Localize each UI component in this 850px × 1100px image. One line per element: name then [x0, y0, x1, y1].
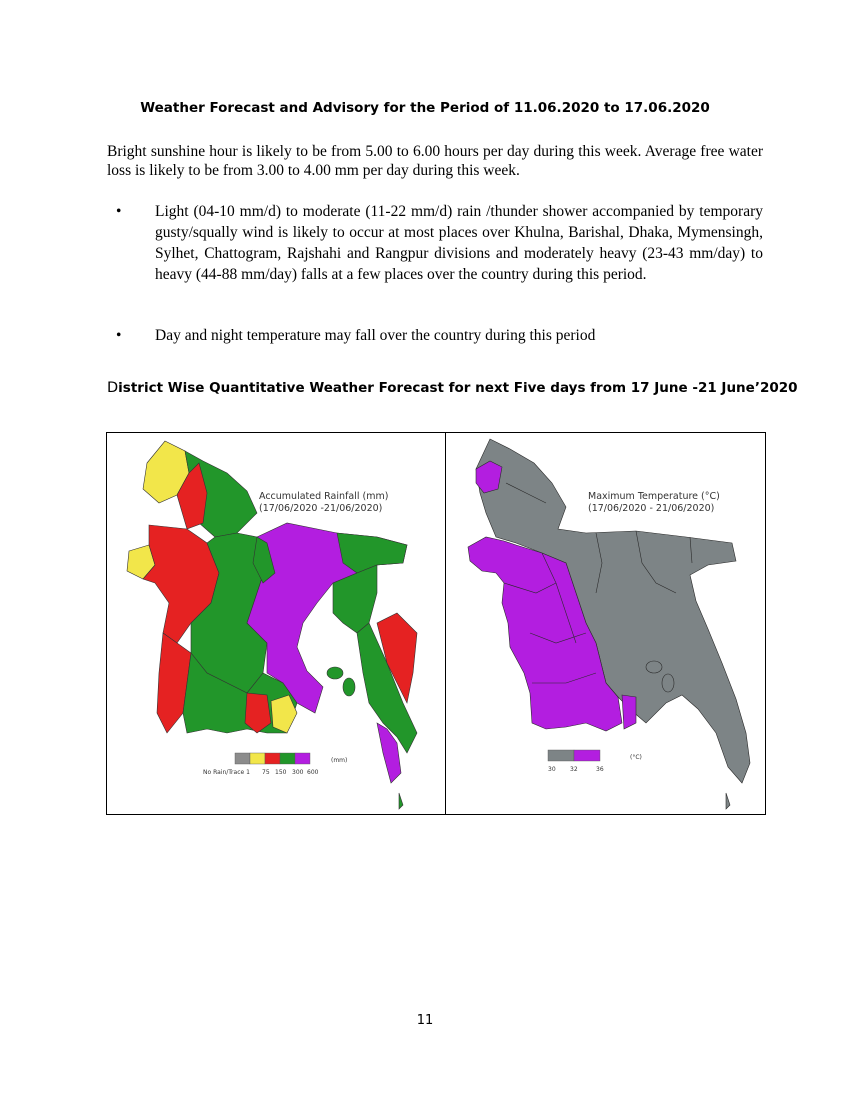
legend-label: 300	[292, 769, 304, 776]
rainfall-map-period: (17/06/2020 -21/06/2020)	[259, 503, 383, 514]
legend-swatch	[280, 753, 295, 764]
bullet-text: Day and night temperature may fall over the country during this period	[155, 327, 596, 344]
intro-paragraph: Bright sunshine hour is likely to be from 5.00 to 6.00 hours per day during this week. Average free water loss is likely to be from 3.00 to 4.00 mm per day during this week.	[107, 143, 763, 179]
legend-swatch	[265, 753, 280, 764]
legend-swatch	[250, 753, 265, 764]
legend-label: 30	[548, 766, 556, 773]
bullet-text: Light (04-10 mm/d) to moderate (11-22 mm/d) rain /thunder shower accompanied by temporary gusty/squally wind is likely to occur at most places over Khulna, Barishal, Dhaka, Mymensingh, Sylhet, Chattogram, Rajshahi and Rangpur divisions and moderately heavy (23-43 mm/day) to heavy (44-88 mm/day) falls at a few places over the country during this period.	[155, 203, 763, 283]
legend-label: 150	[275, 769, 287, 776]
section-heading: District Wise Quantitative Weather Forecast for next Five days from 17 June -21 June’2020	[107, 380, 798, 396]
temperature-legend	[548, 750, 642, 773]
legend-unit: (°C)	[630, 754, 642, 761]
legend-swatch	[295, 753, 310, 764]
legend-label: 600	[307, 769, 319, 776]
rainfall-map-title: Accumulated Rainfall (mm)	[259, 491, 389, 502]
rainfall-legend	[203, 753, 347, 776]
temperature-map-period: (17/06/2020 - 21/06/2020)	[588, 503, 715, 514]
temperature-map-title: Maximum Temperature (°C)	[588, 491, 720, 502]
legend-label: 32	[570, 766, 578, 773]
legend-swatch	[548, 750, 574, 761]
legend-label: No Rain/Trace 1	[203, 769, 250, 776]
legend-swatch	[235, 753, 250, 764]
bullet-symbol: •	[116, 203, 122, 220]
bullet-symbol: •	[116, 327, 122, 344]
forecast-maps-table	[106, 432, 766, 815]
page-title: Weather Forecast and Advisory for the Period of 11.06.2020 to 17.06.2020	[140, 100, 710, 116]
legend-swatch	[574, 750, 600, 761]
legend-unit: (mm)	[331, 757, 348, 764]
legend-label: 75	[262, 769, 270, 776]
temperature-map	[446, 433, 765, 814]
rainfall-map	[107, 433, 445, 814]
legend-label: 36	[596, 766, 604, 773]
page-number: 11	[416, 1013, 434, 1028]
